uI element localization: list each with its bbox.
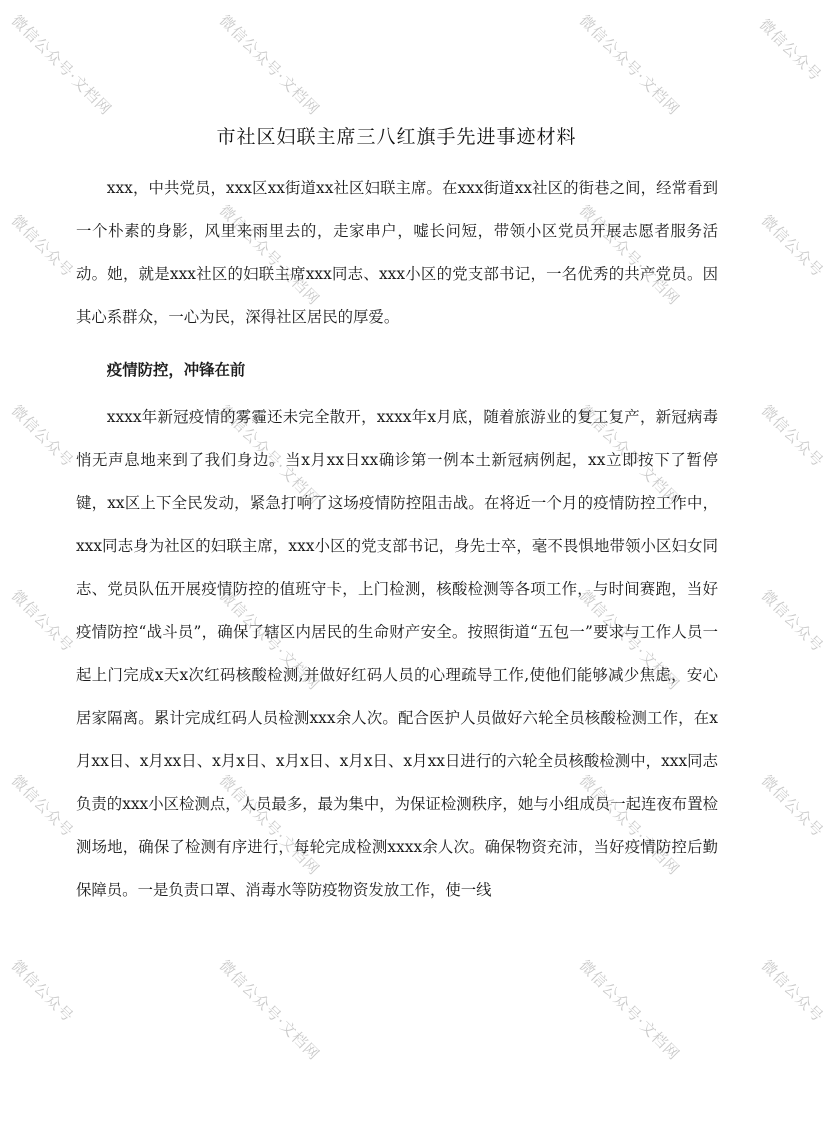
watermark-text: 微信公众号	[7, 771, 78, 841]
watermark-text: 微信公众号	[7, 401, 78, 471]
document-body	[76, 167, 718, 912]
watermark-text: 微信公众号·文档网	[215, 586, 324, 694]
section-heading: 疫情防控，冲锋在前	[106, 361, 246, 379]
watermark-text: 微信公众号	[757, 586, 828, 656]
watermark-text: 微信公众号	[757, 956, 828, 1026]
watermark-text: 微信公众号·文档网	[215, 956, 324, 1064]
watermark-text: 微信公众号	[755, 15, 826, 85]
watermark-text: 微信公众号·文档网	[215, 401, 324, 509]
watermark-text: 微信公众号·文档网	[215, 771, 324, 879]
watermark-text: 微信公众号·文档网	[7, 11, 116, 119]
watermark-text: 微信公众号·文档网	[575, 201, 684, 309]
watermark-text: 微信公众号	[757, 771, 828, 841]
watermark-text: 微信公众号	[7, 956, 78, 1026]
section-paragraph: xxxx年新冠疫情的雾霾还未完全散开，xxxx年x月底，随着旅游业的复工复产，新冠病毒悄无声息地来到了我们身边。当x月xx日xx确诊第一例本土新冠病例起，xx立即按下了暂停键，xx区上下全民发动，紧急打响了这场疫情防控阻击战。在将近一个月的疫情防控工作中，xxx同志身为社区的妇联主席，xxx小区的党支部书记，身先士卒，毫不畏惧地带领小区妇女同志、党员队伍开展疫情防控的值班守卡，上门检测，核酸检测等各项工作，与时间赛跑，当好疫情防控“战斗员”，确保了辖区内居民的生命财产安全。按照街道“五包一”要求与工作人员一起上门完成x天x次红码核酸检测,并做好红码人员的心理疏导工作,使他们能够减少焦虑，安心居家隔离。累计完成红码人员检测xxx余人次。配合医护人员做好六轮全员核酸检测工作，在x月xx日、x月xx日、x月x日、x月x日、x月x日、x月xx日进行的六轮全员核酸检测中，xxx同志负责的xxx小区检测点，人员最多，最为集中，为保证检测秩序，她与小组成员一起连夜布置检测场地，确保了检测有序进行，每轮完成检测xxxx余人次。确保物资充沛，当好疫情防控后勤保障员。一是负责口罩、消毒水等防疫物资发放工作，使一线	[76, 408, 718, 899]
intro-paragraph: xxx，中共党员，xxx区xx街道xx社区妇联主席。在xxx街道xx社区的街巷之间，经常看到一个朴素的身影，风里来雨里去的，走家串户，嘘长问短，带领小区党员开展志愿者服务活动。她，就是xxx社区的妇联主席xxx同志、xxx小区的党支部书记，一名优秀的共产党员。因其心系群众，一心为民，深得社区居民的厚爱。	[76, 179, 718, 326]
document-title: 市社区妇联主席三八红旗手先进事迹材料	[216, 126, 577, 148]
watermark-text: 微信公众号·文档网	[575, 586, 684, 694]
watermark-text: 微信公众号	[7, 211, 78, 281]
watermark-text: 微信公众号·文档网	[575, 401, 684, 509]
watermark-text: 微信公众号·文档网	[575, 771, 684, 879]
watermark-text: 微信公众号	[757, 401, 828, 471]
watermark-text: 微信公众号	[7, 586, 78, 656]
watermark-text: 微信公众号·文档网	[575, 11, 684, 119]
watermark-text: 微信公众号·文档网	[575, 956, 684, 1064]
watermark-text: 微信公众号·文档网	[215, 201, 324, 309]
watermark-text: 微信公众号	[757, 211, 828, 281]
watermark-text: 微信公众号·文档网	[215, 11, 324, 119]
